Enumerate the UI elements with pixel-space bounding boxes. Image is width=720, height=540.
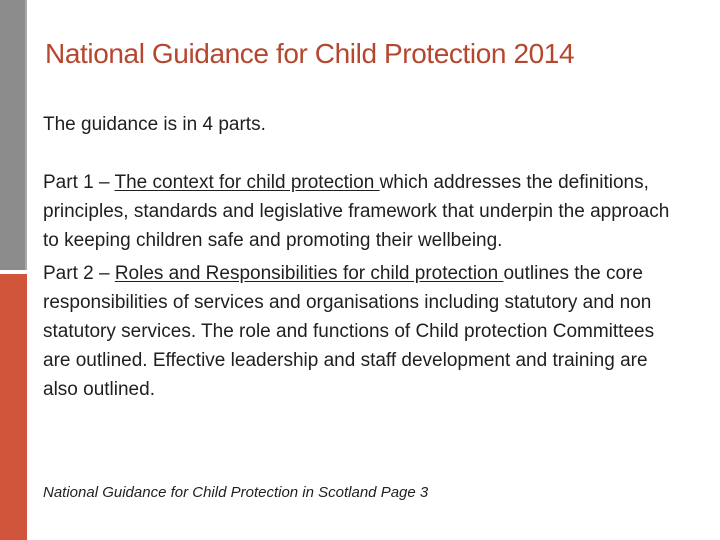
slide-title: National Guidance for Child Protection 2014 [45, 38, 575, 69]
part-2-heading: Roles and Responsibilities for child protection [114, 263, 504, 284]
side-bar-gray [0, 0, 27, 270]
slide-body [43, 110, 683, 404]
part-1-heading: The context for child protection [114, 172, 380, 193]
part-1-paragraph [43, 168, 683, 255]
part-2-prefix: Part 2 – [43, 263, 115, 284]
part-2-text: outlines the core responsibilities of services and organisations including statutory and non statutory services. The role and functions of Child protection Committees are outlined. Effective leadership and staff development and training are also outlined. [43, 263, 655, 400]
side-bar-accent [0, 274, 27, 540]
part-1-prefix: Part 1 – [43, 172, 115, 193]
intro-text: The guidance is in 4 parts. [43, 114, 266, 135]
part-1-text: which addresses the definitions, principles, standards and legislative framework that underpin the approach to keeping children safe and promoting their wellbeing. [43, 172, 670, 251]
source-caption: National Guidance for Child Protection in Scotland Page 3 [43, 484, 429, 501]
part-2-paragraph [43, 259, 683, 404]
